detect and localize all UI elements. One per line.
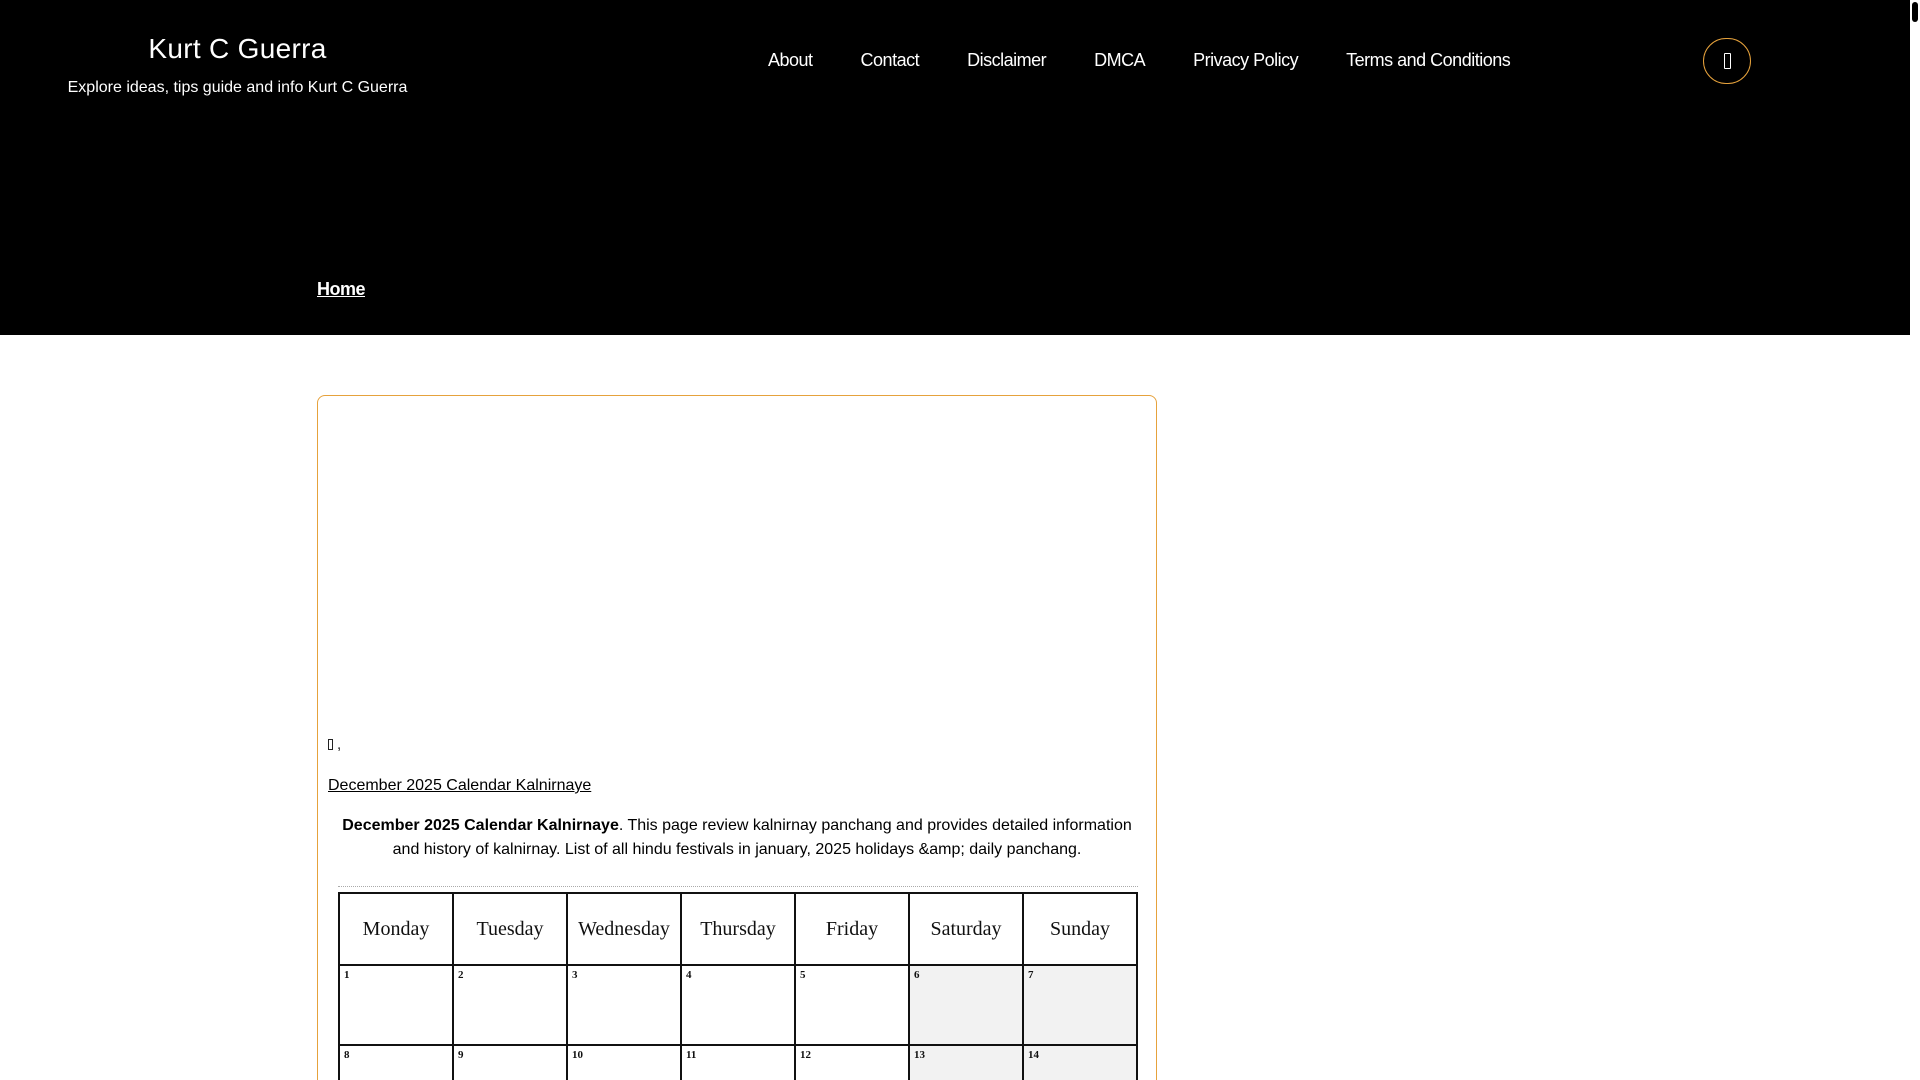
calendar-day-cell: 10 bbox=[567, 1045, 681, 1080]
calendar-day-cell: 2 bbox=[453, 965, 567, 1045]
nav-item bbox=[768, 48, 813, 72]
breadcrumb-home-link[interactable]: Home bbox=[317, 279, 366, 299]
scrollbar-thumb[interactable] bbox=[1912, 2, 1918, 22]
calendar-day-cell: 9 bbox=[453, 1045, 567, 1080]
calendar-day-cell: 3 bbox=[567, 965, 681, 1045]
site-tagline: Explore ideas, tips guide and info Kurt C Guerra bbox=[67, 79, 408, 96]
day-header: Thursday bbox=[681, 893, 795, 965]
calendar-top-edge bbox=[338, 886, 1138, 888]
calendar-day-cell: 14 bbox=[1023, 1045, 1137, 1080]
nav-item bbox=[861, 48, 920, 72]
search-button[interactable] bbox=[1703, 38, 1751, 84]
post-meta bbox=[328, 736, 341, 754]
nav-item bbox=[967, 48, 1046, 72]
nav-link-privacy-policy[interactable]: Privacy Policy bbox=[1193, 50, 1299, 70]
nav-item bbox=[1346, 48, 1510, 72]
post-title-link[interactable]: December 2025 Calendar Kalnirnaye bbox=[328, 777, 592, 794]
nav-link-contact[interactable]: Contact bbox=[860, 50, 920, 70]
folder-icon bbox=[328, 739, 333, 750]
calendar-day-cell: 11 bbox=[681, 1045, 795, 1080]
breadcrumb bbox=[317, 278, 365, 300]
calendar-grid bbox=[338, 892, 1138, 1080]
calendar-day-cell: 4 bbox=[681, 965, 795, 1045]
calendar-day-cell: 6 bbox=[909, 965, 1023, 1045]
site-header bbox=[0, 0, 1910, 335]
nav-link-terms-and-conditions[interactable]: Terms and Conditions bbox=[1346, 50, 1511, 70]
nav-link-disclaimer[interactable]: Disclaimer bbox=[967, 50, 1047, 70]
calendar-day-cell: 1 bbox=[339, 965, 453, 1045]
calendar-image bbox=[338, 886, 1138, 1080]
page-scrollbar[interactable] bbox=[1910, 0, 1920, 1080]
calendar-week-row bbox=[339, 1045, 1137, 1080]
post-card bbox=[317, 395, 1157, 1080]
day-header: Friday bbox=[795, 893, 909, 965]
excerpt-body: . This page review kalnirnay panchang and provides detailed information and history of kalnirnay. List of all hindu festivals in january, 2025 holidays &amp; daily panchang. bbox=[392, 817, 1132, 858]
day-header: Sunday bbox=[1023, 893, 1137, 965]
calendar-day-cell: 7 bbox=[1023, 965, 1137, 1045]
nav-menu bbox=[768, 48, 1510, 72]
site-title-link[interactable]: Kurt C Guerra bbox=[148, 33, 327, 64]
nav-item bbox=[1193, 48, 1298, 72]
nav-link-dmca[interactable]: DMCA bbox=[1094, 50, 1146, 70]
day-header: Tuesday bbox=[453, 893, 567, 965]
meta-separator: , bbox=[337, 736, 342, 753]
calendar-day-cell: 12 bbox=[795, 1045, 909, 1080]
post-excerpt bbox=[328, 814, 1146, 862]
nav-link-about[interactable]: About bbox=[768, 50, 813, 70]
calendar-week-row bbox=[339, 965, 1137, 1045]
main-navigation bbox=[768, 48, 1510, 72]
calendar-day-cell: 8 bbox=[339, 1045, 453, 1080]
nav-item bbox=[1094, 48, 1145, 72]
search-icon bbox=[1724, 53, 1731, 69]
calendar-header-row bbox=[339, 893, 1137, 965]
site-branding bbox=[0, 32, 475, 98]
excerpt-lead: December 2025 Calendar Kalnirnaye bbox=[342, 817, 619, 834]
day-header: Wednesday bbox=[567, 893, 681, 965]
ad-placeholder bbox=[318, 396, 1156, 731]
calendar-day-cell: 13 bbox=[909, 1045, 1023, 1080]
calendar-day-cell: 5 bbox=[795, 965, 909, 1045]
day-header: Saturday bbox=[909, 893, 1023, 965]
day-header: Monday bbox=[339, 893, 453, 965]
